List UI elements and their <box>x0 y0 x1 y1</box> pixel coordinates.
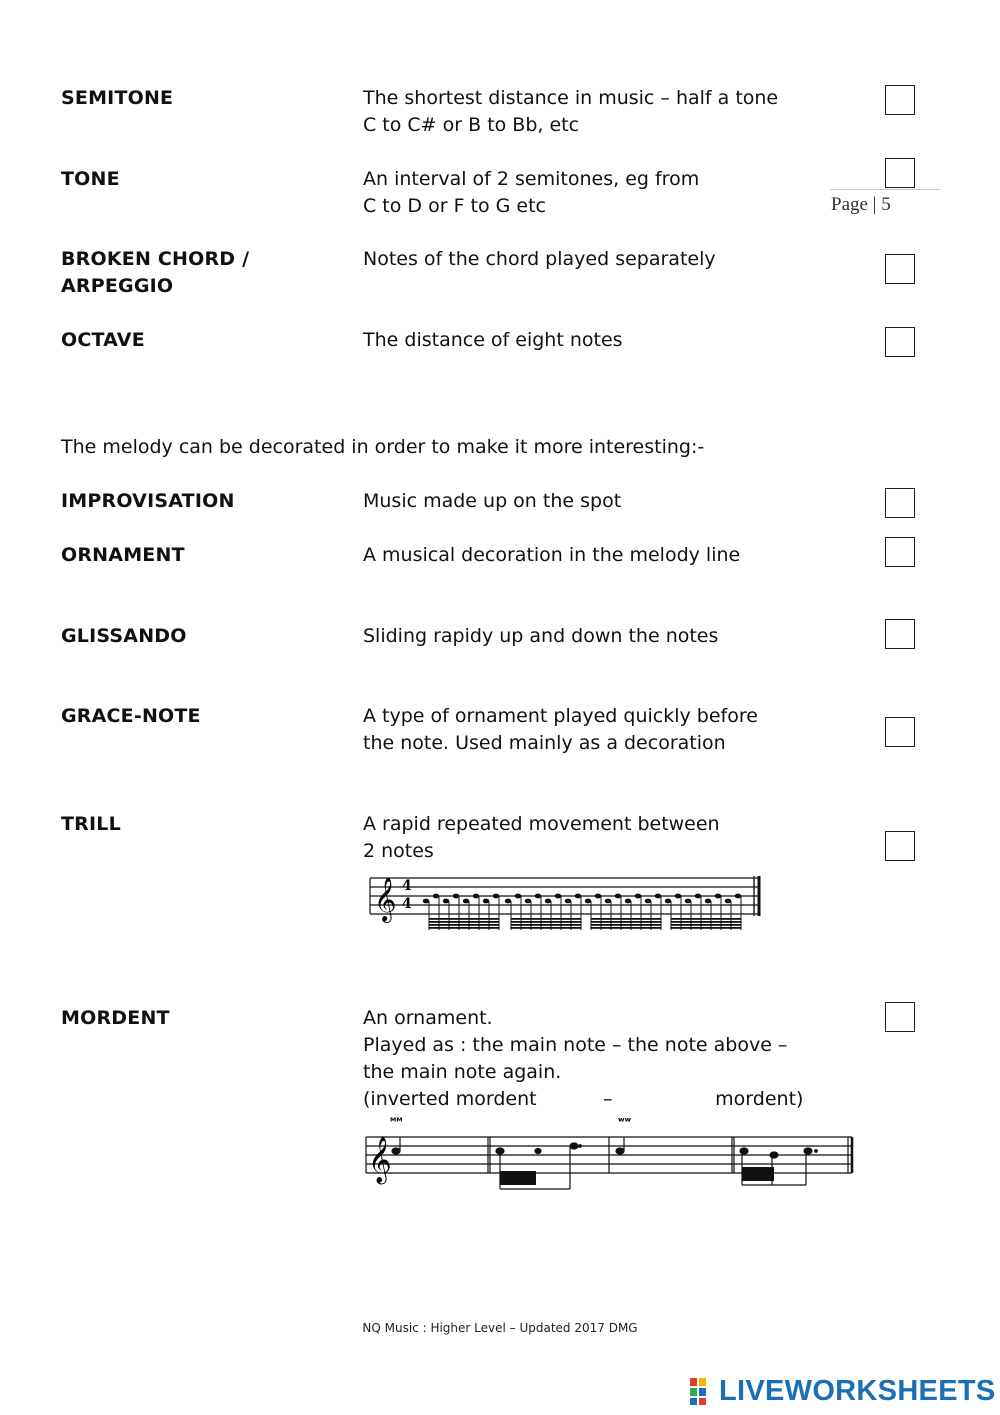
term-trill: TRILL <box>61 813 121 835</box>
answer-box-trill[interactable] <box>885 831 915 861</box>
term-broken-chord: BROKEN CHORD / ARPEGGIO <box>61 248 250 297</box>
page-number: Page | 5 <box>831 194 891 215</box>
mordent-symbol: ᴹᴹ <box>390 1117 403 1128</box>
answer-box-octave[interactable] <box>885 327 915 357</box>
footer-text: NQ Music : Higher Level – Updated 2017 DMG <box>362 1321 638 1335</box>
def-tone: An interval of 2 semitones, eg from C to D or F to G etc <box>363 168 700 217</box>
answer-box-mordent[interactable] <box>885 1002 915 1032</box>
answer-box-improvisation[interactable] <box>885 488 915 518</box>
def-improvisation: Music made up on the spot <box>363 490 622 512</box>
def-octave: The distance of eight notes <box>363 329 623 351</box>
liveworksheets-icon <box>690 1376 716 1406</box>
answer-box-tone[interactable] <box>885 158 915 188</box>
answer-box-grace-note[interactable] <box>885 717 915 747</box>
term-semitone: SEMITONE <box>61 87 174 109</box>
liveworksheets-logo[interactable] <box>690 1374 996 1408</box>
answer-box-semitone[interactable] <box>885 85 915 115</box>
answer-box-glissando[interactable] <box>885 619 915 649</box>
trill-staff-notation <box>366 868 766 934</box>
term-octave: OCTAVE <box>61 329 145 351</box>
term-ornament: ORNAMENT <box>61 544 185 566</box>
def-mordent: An ornament. Played as : the main note – the note above – the main note again. (inverted mordent – mordent) <box>363 1007 804 1110</box>
term-grace-note: GRACE-NOTE <box>61 705 201 727</box>
svg-text:4: 4 <box>402 896 412 912</box>
svg-text:4: 4 <box>402 878 412 894</box>
mordent-staff-notation <box>362 1115 857 1193</box>
svg-text:𝄞: 𝄞 <box>368 1137 392 1183</box>
inverted-mordent-symbol: ʷʷ <box>618 1115 631 1128</box>
def-ornament: A musical decoration in the melody line <box>363 544 741 566</box>
def-trill: A rapid repeated movement between 2 notes <box>363 813 720 862</box>
term-tone: TONE <box>61 168 120 190</box>
term-improvisation: IMPROVISATION <box>61 490 235 512</box>
svg-text:𝄞: 𝄞 <box>374 877 397 921</box>
page-header-line <box>830 189 940 190</box>
term-mordent: MORDENT <box>61 1007 170 1029</box>
def-semitone: The shortest distance in music – half a tone C to C# or B to Bb, etc <box>363 87 779 136</box>
def-glissando: Sliding rapidy up and down the notes <box>363 625 719 647</box>
def-broken-chord: Notes of the chord played separately <box>363 248 716 270</box>
answer-box-broken-chord[interactable] <box>885 254 915 284</box>
term-glissando: GLISSANDO <box>61 625 187 647</box>
intro-text: The melody can be decorated in order to make it more interesting:- <box>61 436 705 458</box>
liveworksheets-text: LIVEWORKSHEETS <box>719 1374 996 1407</box>
def-grace-note: A type of ornament played quickly before the note. Used mainly as a decoration <box>363 705 758 754</box>
answer-box-ornament[interactable] <box>885 537 915 567</box>
